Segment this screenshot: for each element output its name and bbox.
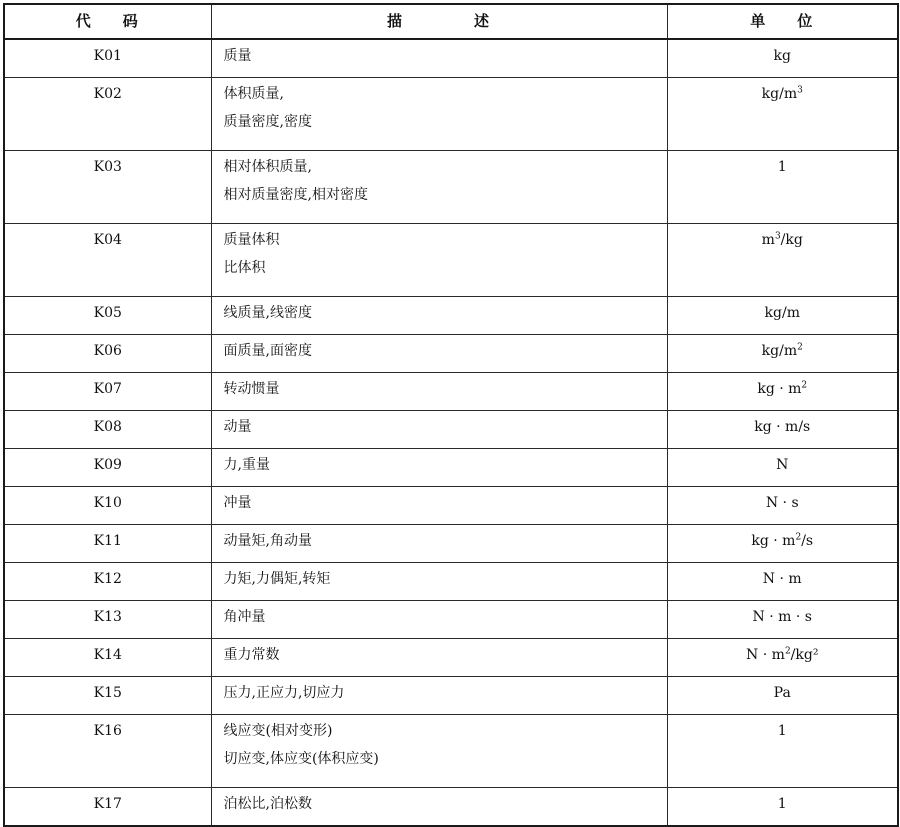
description-line: 泊松比,泊松数 <box>223 796 312 812</box>
description-line: 相对体积质量, <box>223 159 312 175</box>
unit-exponent: 3 <box>774 231 781 242</box>
unit-cell <box>667 487 898 525</box>
code-cell: K07 <box>4 373 211 411</box>
unit-base: kg/m <box>761 86 798 102</box>
description-line: 冲量 <box>223 495 252 511</box>
code-cell: K09 <box>4 449 211 487</box>
code-cell: K11 <box>4 525 211 563</box>
table-row <box>4 677 898 715</box>
unit-exponent: 2 <box>797 342 803 353</box>
table-row <box>4 487 898 525</box>
description-line: 力,重量 <box>223 457 270 473</box>
unit-cell <box>667 297 898 335</box>
unit-base: 1 <box>777 796 787 812</box>
code-cell: K10 <box>4 487 211 525</box>
unit-base: Pa <box>773 685 791 701</box>
table-row <box>4 715 898 788</box>
description-line: 动量矩,角动量 <box>223 533 312 549</box>
description-cell <box>211 224 667 297</box>
unit-cell <box>667 788 898 827</box>
unit-base: N <box>776 457 789 473</box>
table-row <box>4 601 898 639</box>
code-cell: K03 <box>4 151 211 224</box>
code-cell: K08 <box>4 411 211 449</box>
table-row <box>4 563 898 601</box>
description-cell <box>211 525 667 563</box>
code-cell: K06 <box>4 335 211 373</box>
description-cell <box>211 78 667 151</box>
table-row <box>4 151 898 224</box>
unit-suffix: /kg² <box>790 647 819 663</box>
description-line: 重力常数 <box>223 647 280 663</box>
description-line: 动量 <box>223 419 252 435</box>
table-row <box>4 788 898 827</box>
unit-base: N · m <box>762 571 802 587</box>
unit-cell <box>667 373 898 411</box>
unit-exponent: 3 <box>797 85 803 96</box>
unit-base: kg/m <box>761 343 798 359</box>
unit-base: kg · m/s <box>754 419 811 435</box>
unit-base: 1 <box>777 159 787 175</box>
table-row <box>4 449 898 487</box>
code-cell: K15 <box>4 677 211 715</box>
unit-suffix: /s <box>801 533 814 549</box>
description-line: 角冲量 <box>223 609 266 625</box>
quantity-units-table <box>3 3 899 827</box>
unit-base: kg/m <box>764 305 800 321</box>
table-row <box>4 297 898 335</box>
unit-base: N · m · s <box>752 609 812 625</box>
description-line: 质量 <box>223 48 252 64</box>
header-unit: 单 位 <box>667 4 898 39</box>
table-row <box>4 373 898 411</box>
table-row <box>4 335 898 373</box>
unit-base: 1 <box>777 723 787 739</box>
unit-cell <box>667 601 898 639</box>
description-cell <box>211 411 667 449</box>
description-line: 线应变(相对变形) <box>223 723 333 739</box>
description-cell <box>211 563 667 601</box>
description-cell <box>211 601 667 639</box>
description-cell <box>211 715 667 788</box>
description-cell <box>211 639 667 677</box>
unit-cell <box>667 563 898 601</box>
description-line: 比体积 <box>223 260 266 276</box>
description-line: 体积质量, <box>223 86 284 102</box>
unit-cell <box>667 677 898 715</box>
description-line: 力矩,力偶矩,转矩 <box>223 571 331 587</box>
code-cell: K02 <box>4 78 211 151</box>
description-cell <box>211 151 667 224</box>
description-line: 质量体积 <box>223 232 280 248</box>
code-cell: K14 <box>4 639 211 677</box>
unit-cell <box>667 411 898 449</box>
table-row <box>4 639 898 677</box>
description-cell <box>211 449 667 487</box>
code-cell: K17 <box>4 788 211 827</box>
table-row <box>4 39 898 78</box>
code-cell: K16 <box>4 715 211 788</box>
unit-cell <box>667 335 898 373</box>
description-line: 质量密度,密度 <box>223 114 312 130</box>
unit-base: N · s <box>765 495 799 511</box>
table-row <box>4 525 898 563</box>
unit-cell <box>667 525 898 563</box>
description-cell <box>211 788 667 827</box>
unit-suffix: /kg <box>780 232 803 248</box>
unit-base: kg · m <box>751 533 796 549</box>
code-cell: K05 <box>4 297 211 335</box>
header-code: 代 码 <box>4 4 211 39</box>
header-description: 描 述 <box>211 4 667 39</box>
table-row <box>4 78 898 151</box>
unit-base: m <box>761 232 775 248</box>
description-line: 切应变,体应变(体积应变) <box>223 751 379 767</box>
code-cell: K13 <box>4 601 211 639</box>
description-cell <box>211 677 667 715</box>
description-line: 压力,正应力,切应力 <box>223 685 345 701</box>
description-line: 相对质量密度,相对密度 <box>223 187 368 203</box>
description-cell <box>211 39 667 78</box>
unit-base: N · m <box>746 647 785 663</box>
table-header-row <box>4 4 898 39</box>
unit-base: kg <box>773 48 791 64</box>
unit-cell <box>667 224 898 297</box>
unit-base: kg · m <box>757 381 802 397</box>
description-line: 面质量,面密度 <box>223 343 312 359</box>
unit-cell <box>667 151 898 224</box>
description-line: 线质量,线密度 <box>223 305 312 321</box>
unit-cell <box>667 715 898 788</box>
description-cell <box>211 373 667 411</box>
code-cell: K12 <box>4 563 211 601</box>
unit-exponent: 2 <box>801 380 808 391</box>
unit-exponent: 2 <box>784 646 791 657</box>
unit-cell <box>667 78 898 151</box>
unit-exponent: 2 <box>795 532 802 543</box>
code-cell: K04 <box>4 224 211 297</box>
table-row <box>4 224 898 297</box>
code-cell: K01 <box>4 39 211 78</box>
unit-cell <box>667 39 898 78</box>
description-cell <box>211 297 667 335</box>
unit-cell <box>667 449 898 487</box>
table-row <box>4 411 898 449</box>
unit-cell <box>667 639 898 677</box>
description-cell <box>211 335 667 373</box>
description-cell <box>211 487 667 525</box>
description-line: 转动惯量 <box>223 381 280 397</box>
